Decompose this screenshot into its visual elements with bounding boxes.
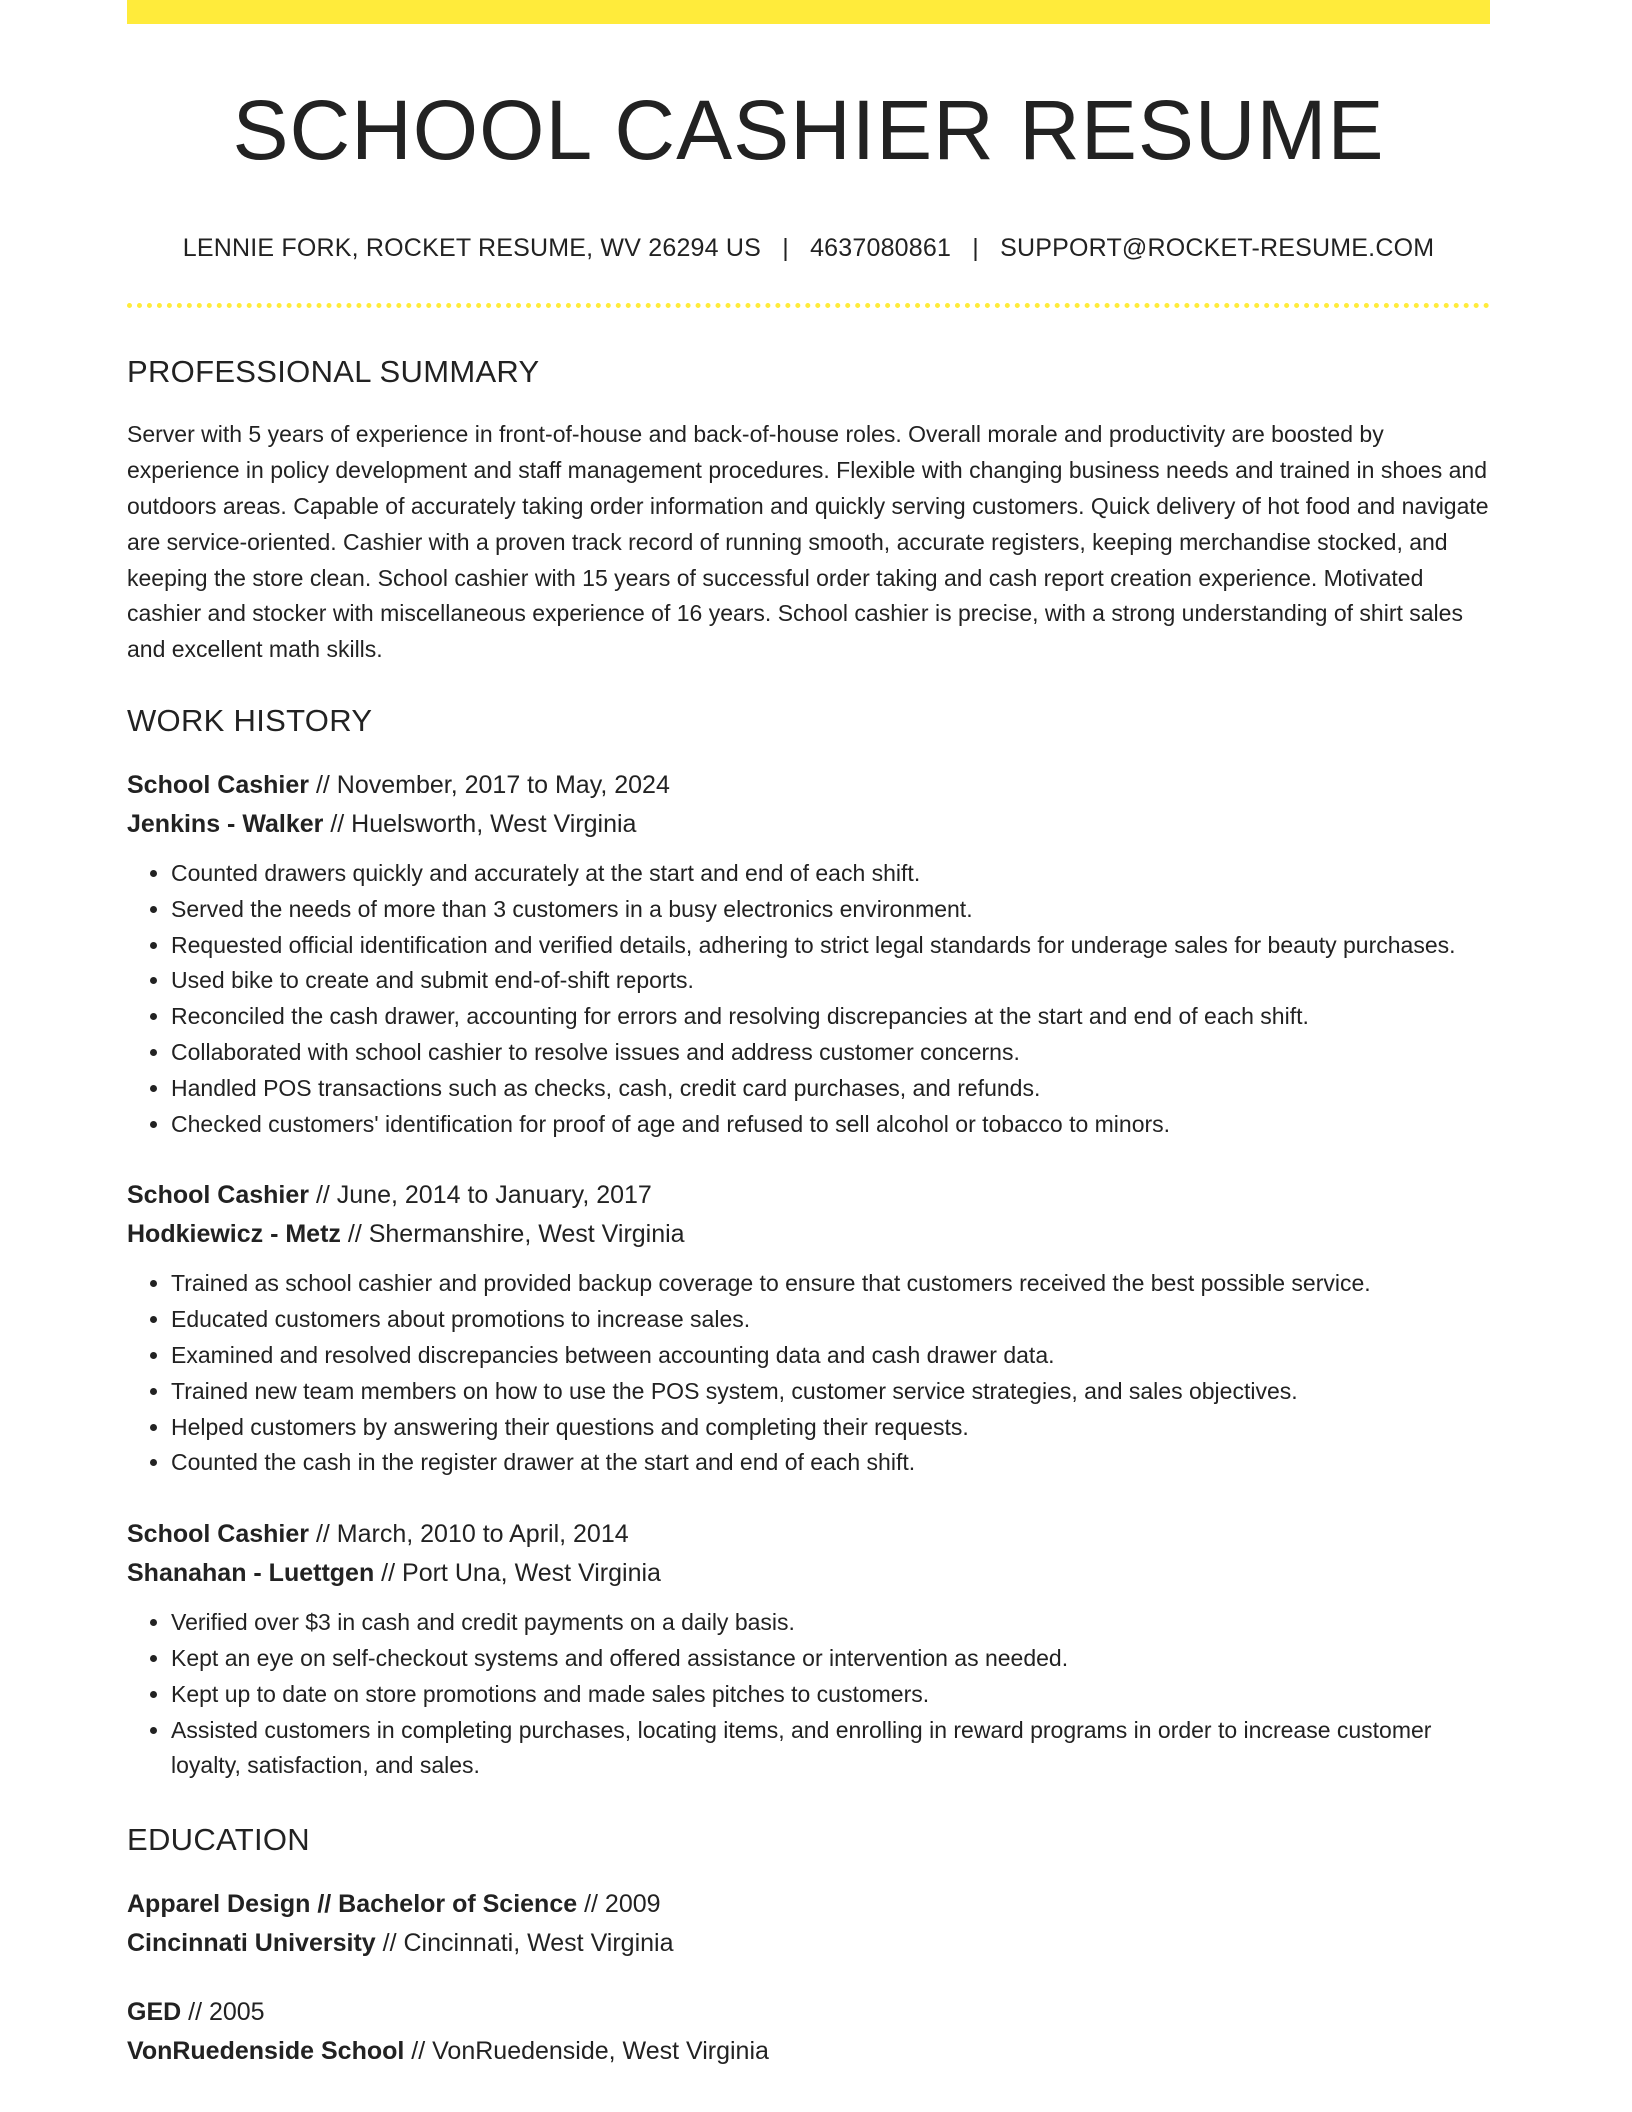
education-list xyxy=(127,1885,1490,2071)
resume-title: SCHOOL CASHIER RESUME xyxy=(232,83,1385,177)
job-company-line xyxy=(127,1215,1490,1254)
list-item: • Helped customers by answering their questions and completing their requests. xyxy=(171,1410,1490,1446)
list-item: • Counted the cash in the register drawer at the start and end of each shift. xyxy=(171,1445,1490,1481)
dotted-divider xyxy=(127,303,1490,308)
list-item: • Trained as school cashier and provided backup coverage to ensure that customers received the best possible service. xyxy=(171,1266,1490,1302)
degree-line xyxy=(127,1885,1490,1924)
resume-page xyxy=(127,0,1490,2071)
list-item: • Counted drawers quickly and accurately at the start and end of each shift. xyxy=(171,856,1490,892)
job-title-line xyxy=(127,1515,1490,1554)
contact-address: LENNIE FORK, ROCKET RESUME, WV 26294 US xyxy=(182,234,762,263)
list-item: • Assisted customers in completing purchases, locating items, and enrolling in reward programs in order to increase customer loyalty, satisfaction, and sales. xyxy=(171,1713,1490,1785)
job-bullets xyxy=(127,1605,1490,1784)
list-item: • Used bike to create and submit end-of-shift reports. xyxy=(171,963,1490,999)
job-bullets xyxy=(127,856,1490,1142)
list-item: • Trained new team members on how to use the POS system, customer service strategies, and sales objectives. xyxy=(171,1374,1490,1410)
degree-line xyxy=(127,1993,1490,2032)
degree-year: // 2009 xyxy=(577,1890,661,1919)
job-entry xyxy=(127,766,1490,1142)
contact-phone: 4637080861 xyxy=(810,234,952,263)
list-item: • Handled POS transactions such as checks, cash, credit card purchases, and refunds. xyxy=(171,1071,1490,1107)
job-dates: // March, 2010 to April, 2014 xyxy=(309,1520,629,1549)
list-item: • Examined and resolved discrepancies between accounting data and cash drawer data. xyxy=(171,1338,1490,1374)
job-title: School Cashier xyxy=(127,770,309,799)
list-item: • Kept an eye on self-checkout systems and offered assistance or intervention as needed. xyxy=(171,1641,1490,1677)
list-item: • Educated customers about promotions to increase sales. xyxy=(171,1302,1490,1338)
school-name: Cincinnati University xyxy=(127,1929,376,1958)
job-location: // Port Una, West Virginia xyxy=(374,1559,661,1588)
list-item: • Kept up to date on store promotions and made sales pitches to customers. xyxy=(171,1677,1490,1713)
school-name: VonRuedenside School xyxy=(127,2037,405,2066)
job-entry xyxy=(127,1176,1490,1481)
list-item: • Verified over $3 in cash and credit payments on a daily basis. xyxy=(171,1605,1490,1641)
job-title-line xyxy=(127,766,1490,805)
education-entry xyxy=(127,1993,1490,2071)
degree-year: // 2005 xyxy=(181,1998,265,2027)
job-bullets xyxy=(127,1266,1490,1481)
list-item: • Checked customers' identification for proof of age and refused to sell alcohol or tobacco to minors. xyxy=(171,1107,1490,1143)
summary-text: Server with 5 years of experience in front-of-house and back-of-house roles. Overall morale and productivity are boosted by experience in policy development and staff management procedures. Flexible with changing business needs and trained in shoes and outdoors areas. Capable of accurately taking order information and quickly serving customers. Quick delivery of hot food and navigate are service-oriented. Cashier with a proven track record of running smooth, accurate registers, keeping merchandise stocked, and keeping the store clean. School cashier with 15 years of successful order taking and cash report creation experience. Motivated cashier and stocker with miscellaneous experience of 16 years. School cashier is precise, with a strong understanding of shirt sales and excellent math skills. xyxy=(127,421,1489,663)
education-entry xyxy=(127,1885,1490,1963)
school-line xyxy=(127,1924,1490,1963)
job-company-line xyxy=(127,805,1490,844)
school-location: // VonRuedenside, West Virginia xyxy=(404,2037,769,2066)
summary-heading: PROFESSIONAL SUMMARY xyxy=(127,354,540,390)
education-heading: EDUCATION xyxy=(127,1822,310,1858)
job-company: Shanahan - Luettgen xyxy=(127,1559,375,1588)
job-entry xyxy=(127,1515,1490,1784)
list-item: • Collaborated with school cashier to resolve issues and address customer concerns. xyxy=(171,1035,1490,1071)
degree: GED xyxy=(127,1998,182,2027)
job-location: // Huelsworth, West Virginia xyxy=(323,809,637,838)
list-item: • Reconciled the cash drawer, accounting for errors and resolving discrepancies at the start and end of each shift. xyxy=(171,999,1490,1035)
job-title: School Cashier xyxy=(127,1520,309,1549)
job-dates: // November, 2017 to May, 2024 xyxy=(309,770,670,799)
contact-email: SUPPORT@ROCKET-RESUME.COM xyxy=(1000,234,1435,263)
job-dates: // June, 2014 to January, 2017 xyxy=(309,1181,652,1210)
job-company: Hodkiewicz - Metz xyxy=(127,1220,341,1249)
list-item: • Served the needs of more than 3 customers in a busy electronics environment. xyxy=(171,892,1490,928)
contact-separator: | xyxy=(972,234,979,263)
school-location: // Cincinnati, West Virginia xyxy=(375,1929,674,1958)
job-title: School Cashier xyxy=(127,1181,309,1210)
list-item: • Requested official identification and verified details, adhering to strict legal standards for underage sales for beauty purchases. xyxy=(171,928,1490,964)
degree: Apparel Design // Bachelor of Science xyxy=(127,1890,578,1919)
work-history-list xyxy=(127,766,1490,1784)
job-company: Jenkins - Walker xyxy=(127,809,324,838)
job-company-line xyxy=(127,1554,1490,1593)
job-title-line xyxy=(127,1176,1490,1215)
contact-separator: | xyxy=(782,234,789,263)
work-history-heading: WORK HISTORY xyxy=(127,702,373,738)
school-line xyxy=(127,2032,1490,2071)
contact-line xyxy=(127,234,1490,263)
top-accent-bar xyxy=(127,0,1490,24)
job-location: // Shermanshire, West Virginia xyxy=(340,1220,685,1249)
